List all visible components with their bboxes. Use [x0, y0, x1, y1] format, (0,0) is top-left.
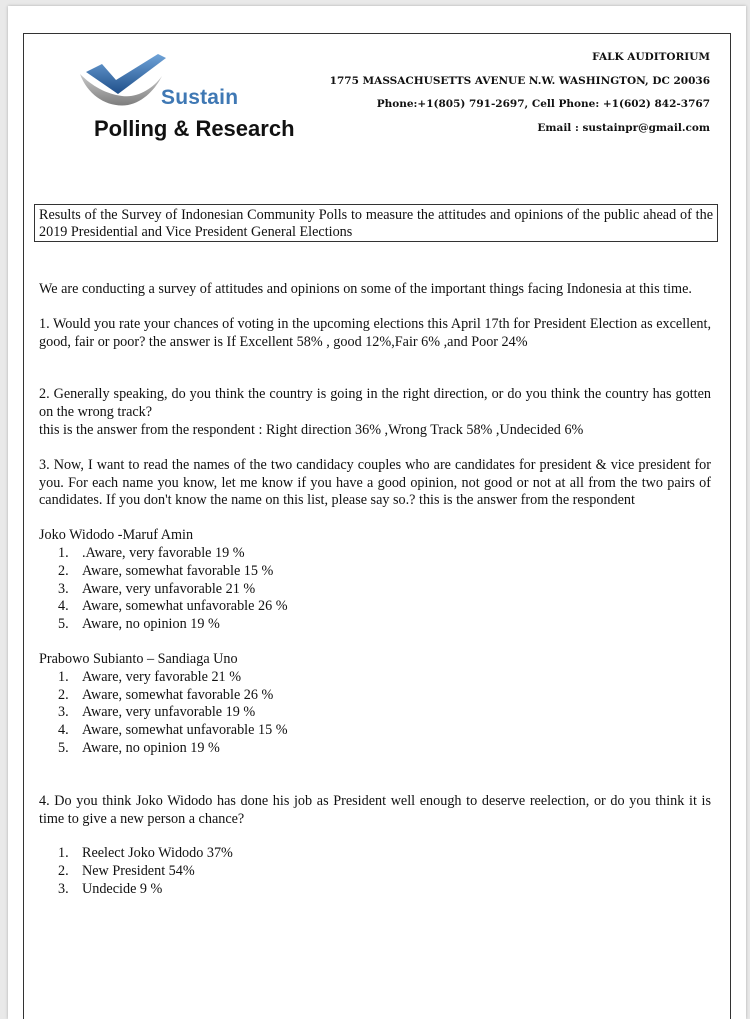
list-item: 4. Aware, somewhat unfavorable 15 % — [58, 722, 288, 739]
list-item: 5. Aware, no opinion 19 % — [58, 739, 220, 756]
list-item: 2. New President 54% — [58, 863, 195, 880]
list-item: 1. .Aware, very favorable 19 % — [58, 544, 245, 561]
checkmark-logo-icon — [78, 50, 173, 110]
intro-paragraph: We are conducting a survey of attitudes and opinions on some of the important things facing Indonesia at this time. — [39, 281, 692, 297]
question-3: 3. Now, I want to read the names of the two candidacy couples who are candidates for president & vice president for you. For each name you know, let me know if you have a good opinion, not good or not at all from the two pairs of candidates. If you don't know the name on this list, please say so.? this is the answer from the respondent — [39, 456, 711, 509]
list-item: 3. Aware, very unfavorable 19 % — [58, 704, 256, 721]
address-name: FALK AUDITORIUM — [592, 51, 710, 63]
email-line: Email : sustainpr@gmail.com — [537, 121, 710, 134]
list-item: 5. Aware, no opinion 19 % — [58, 616, 220, 633]
list-item: 3. Aware, very unfavorable 21 % — [58, 580, 256, 597]
brand-subtitle: Polling & Research — [94, 116, 295, 141]
question-4-results — [39, 845, 711, 898]
phone-line: Phone:+1(805) 791-2697, Cell Phone: +1(602) 842-3767 — [376, 98, 710, 110]
document-body — [39, 281, 711, 899]
question-1: 1. Would you rate your chances of voting in the upcoming elections this April 17th for President Election as excellent, good, fair or poor? the answer is If Excellent 58% , good 12%,Fair 6% ,and Poor 24% — [39, 315, 711, 350]
list-item: 1. Reelect Joko Widodo 37% — [58, 845, 233, 862]
company-logo — [78, 50, 323, 142]
list-item: 1. Aware, very favorable 21 % — [58, 668, 242, 685]
candidate-pair-1: Joko Widodo -Maruf Amin — [39, 527, 194, 544]
brand-name: Sustain — [161, 86, 239, 109]
question-2-answer: this is the answer from the respondent : Right direction 36% ,Wrong Track 58% ,Undecided 6% — [39, 421, 584, 438]
pair-1-results — [39, 545, 711, 634]
question-4: 4. Do you think Joko Widodo has done his job as President well enough to deserve reelection, or do you think it is time to give a new person a chance? — [39, 792, 711, 827]
pair-2-results — [39, 669, 711, 758]
address-street: 1775 MASSACHUSETTS AVENUE N.W. WASHINGTON, DC 20036 — [329, 74, 710, 87]
list-item: 2. Aware, somewhat favorable 15 % — [58, 562, 274, 579]
list-item: 3. Undecide 9 % — [58, 880, 163, 897]
question-2: 2. Generally speaking, do you think the country is going in the right direction, or do you think the country has gotten on the wrong track? — [39, 386, 711, 421]
list-item: 2. Aware, somewhat favorable 26 % — [58, 686, 274, 703]
list-item: 4. Aware, somewhat unfavorable 26 % — [58, 598, 288, 615]
contact-block — [330, 46, 710, 140]
candidate-pair-2: Prabowo Subianto – Sandiaga Uno — [39, 650, 238, 667]
survey-title: Results of the Survey of Indonesian Community Polls to measure the attitudes and opinions of the public ahead of the 2019 Presidential and Vice President General Elections — [34, 204, 718, 242]
